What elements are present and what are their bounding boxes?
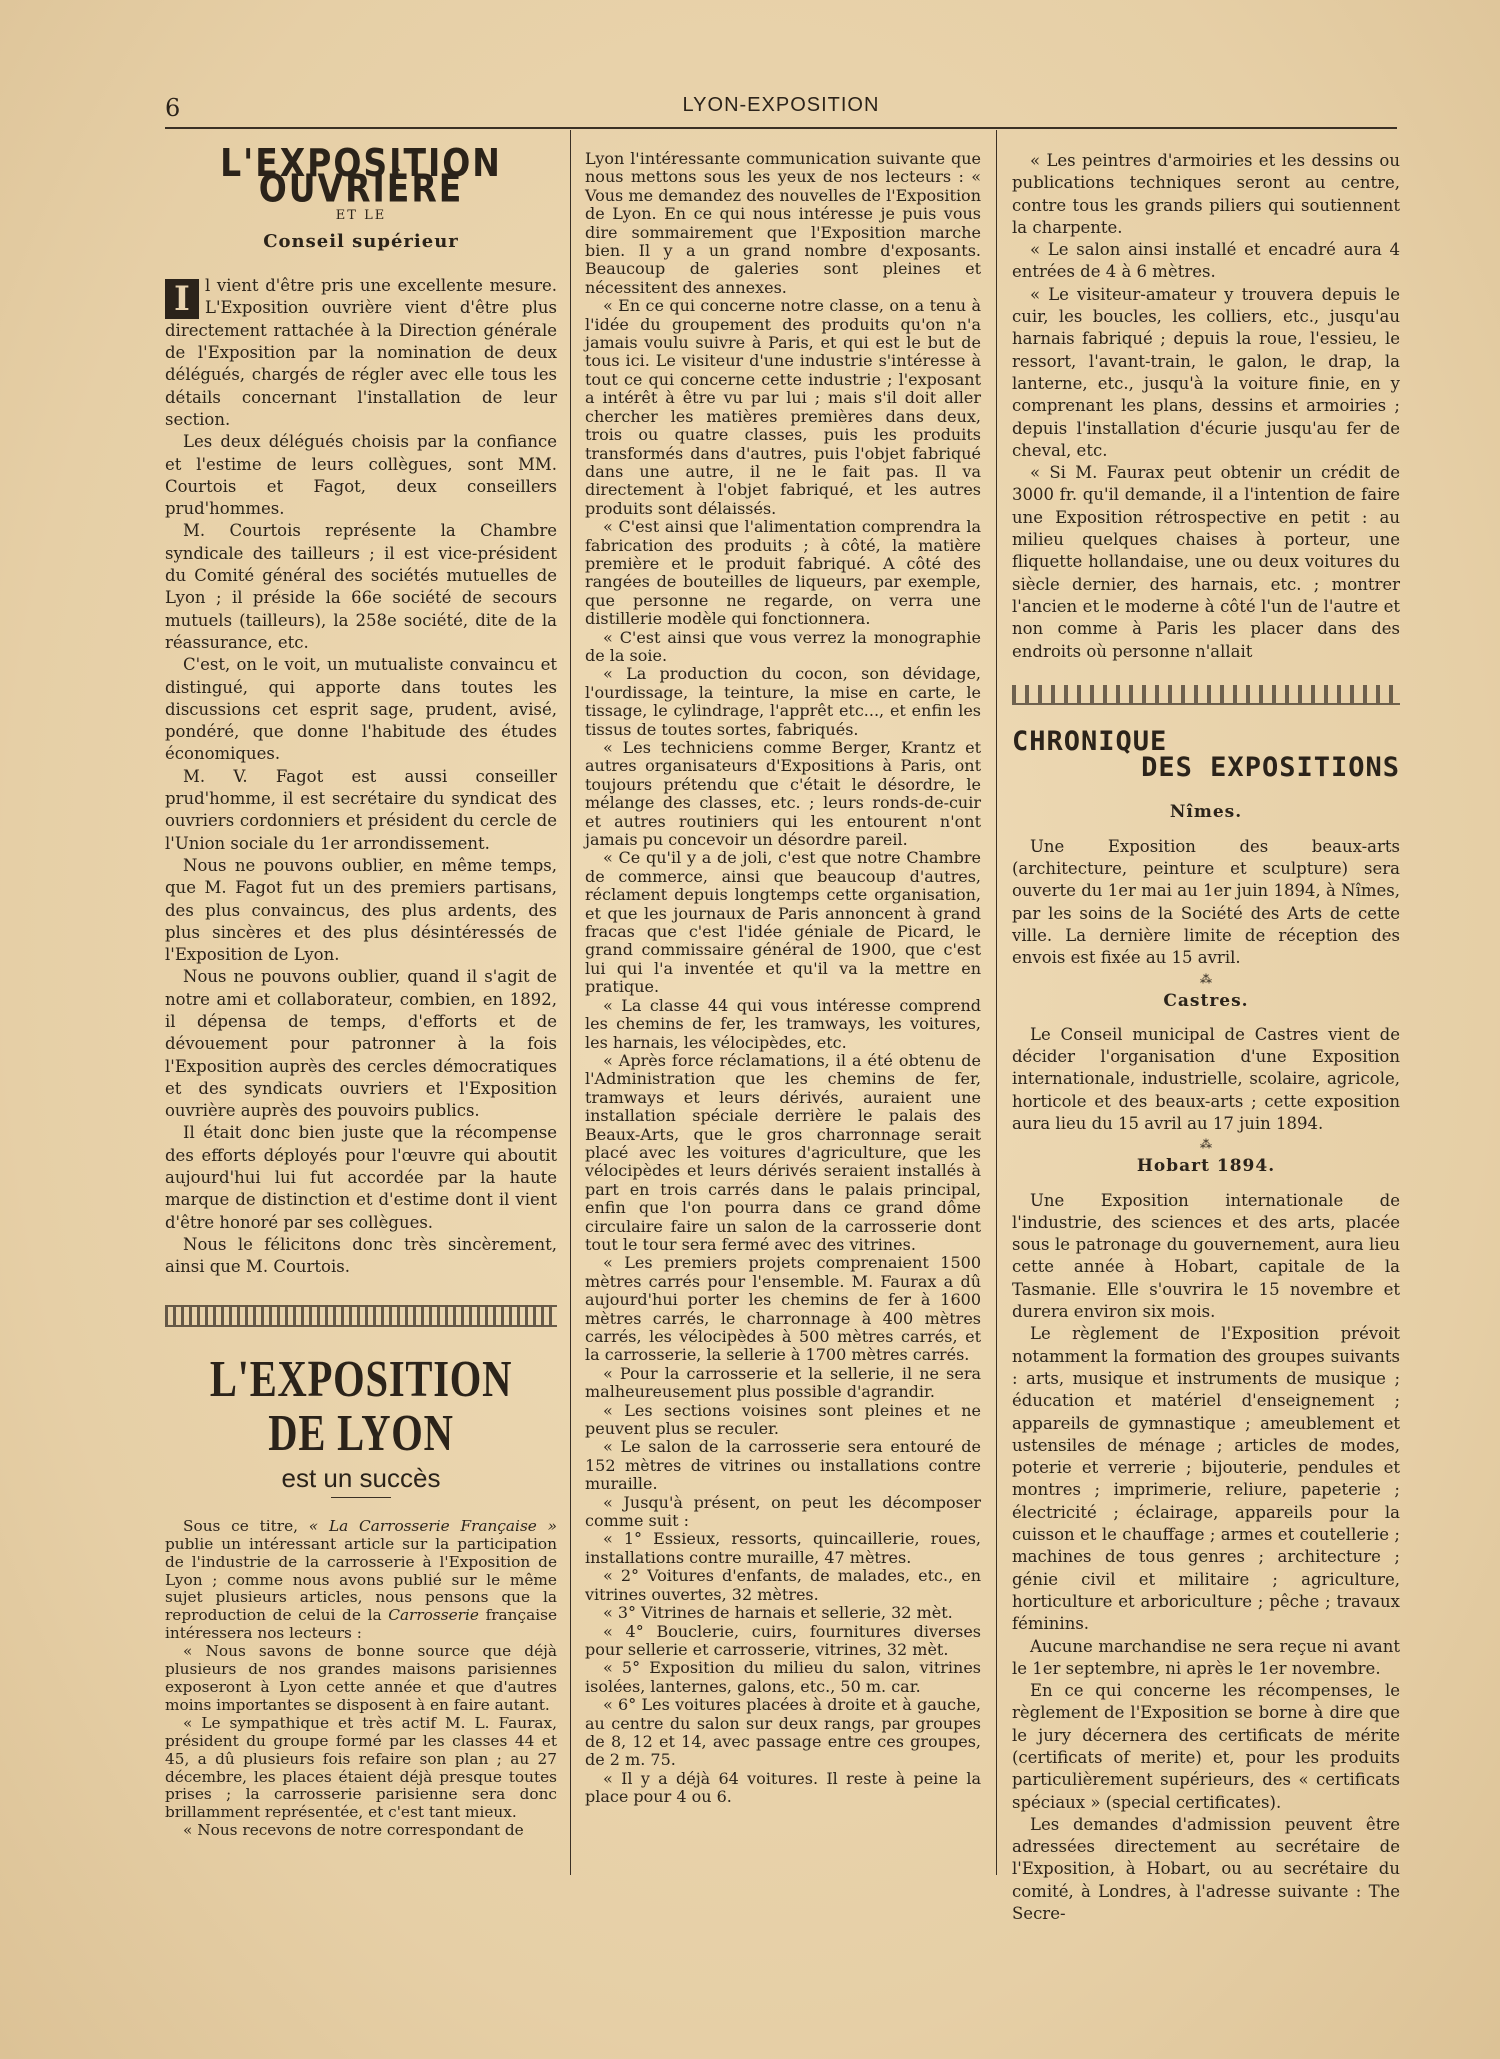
col2-paragraph-13: « Le salon de la carrosserie sera entouré de 152 mètres de vitrines ou installations contre muraille. — [585, 1437, 981, 1494]
col2-paragraph-21: « Il y a déjà 64 voitures. Il reste à peine la place pour 4 ou 6. — [585, 1768, 981, 1807]
page-number: 6 — [165, 94, 181, 122]
header-rule — [165, 127, 1397, 129]
column-3 — [1012, 150, 1400, 1925]
lyon-paragraph-2: « Le sympathique et très actif M. L. Faurax, président du groupe formé par les classes 44 et 45, a dû plusieurs fois refaire son plan ; au 27 décembre, les places étaient déjà presque toutes prises ; la carrosserie parisienne sera donc brillamment représentée, et c'est tant mieux. — [165, 1713, 557, 1822]
article-subhead-conseil: Conseil supérieur — [263, 230, 459, 252]
col2-paragraph-10: « Les premiers projets comprenaient 1500 mètres carrés pour l'ensemble. M. Faurax a dû aujourd'hui porter les chemins de fer à 1600 mètres carrés, le charronnage à 400 mètres carrés, les vélocipèdes à 500 mètres carrés, et la carrosserie, la sellerie à 1700 mètres carrés. — [585, 1253, 981, 1365]
col2-paragraph-18: « 4° Bouclerie, cuirs, fournitures diverses pour sellerie et carrosserie, vitrines, 32 mèt. — [585, 1621, 981, 1659]
section-title-expositions: DES EXPOSITIONS — [1141, 752, 1400, 784]
col2-paragraph-16: « 2° Voitures d'enfants, de malades, etc., en vitrines ouvertes, 32 mètres. — [585, 1566, 981, 1604]
article-headline-exposition-de-lyon: L'EXPOSITION DE LYON — [209, 1350, 513, 1462]
col2-paragraph-12: « Les sections voisines sont pleines et ne peuvent plus se reculer. — [585, 1400, 981, 1439]
col2-paragraph-14: « Jusqu'à présent, on peut les décomposer comme suit : — [585, 1492, 981, 1531]
hobart-paragraph-4: En ce qui concerne les récompenses, le règlement de l'Exposition se borne à dire que le jury décernera des certificats de mérite (certificats of merite) et, pour les produits particulièrement supérieurs, des « certificats spéciaux » (special certificates). — [1012, 1681, 1400, 1812]
article-subhead-succes: est un succès — [281, 1462, 441, 1493]
short-rule — [331, 1497, 391, 1498]
publication-title: « La Carrosserie Française » — [308, 1516, 557, 1535]
col2-paragraph-9: « Après force réclamations, il a été obtenu de l'Administration que les chemins de fer, tramways et leurs dérivés, auraient une installation spéciale derrière le palais des Beaux-Arts, que le gros charronnage serait placé avec les voitures d'agriculture, que les vélocipèdes et leurs dérivés seraient installés à part en trois carrés dans le palais principal, enfin que l'on pourra dans ce grand dôme circulaire faire un salon de la carrosserie dont tout le tour sera fermé avec des vitrines. — [585, 1050, 981, 1254]
paragraph-3: M. Courtois représente la Chambre syndicale des tailleurs ; il est vice-président du Comité général des sociétés mutuelles de Lyon ; il préside la 66e société de secours mutuels (tailleurs), la 258e société, dite de la réassurance, etc. — [165, 521, 557, 652]
col2-paragraph-2: « En ce qui concerne notre classe, on a tenu à l'idée du groupement des produits qu'on n'a jamais voulu suivre à Paris, et qui est le but de tous ici. Le visiteur d'une industrie s'intéresse à tout ce qui concerne cette industrie ; l'exposant a intérêt à être vu par lui ; mais s'il doit aller chercher les matières premières dans deux, trois ou quatre classes, puis les produits transformés dans d'autres, puis l'objet fabriqué dans une autre, il ne le fait pas. Il va directement à l'objet fabriqué, et les autres produits sont délaissés. — [585, 296, 981, 518]
paragraph-9: Nous le félicitons donc très sincèrement, ainsi que M. Courtois. — [165, 1234, 557, 1277]
col2-paragraph-1: Lyon l'intéressante communication suivante que nous mettons sous les yeux de nos lecteurs : « Vous me demandez des nouvelles de l'Exposition de Lyon. En ce qui nous intéresse je puis vous dire sommairement que l'Exposition marche bien. Il y a un grand nombre d'exposants. Beaucoup de galeries sont pleines et nécessitent des annexes. — [585, 149, 981, 297]
paragraph-7: Nous ne pouvons oublier, quand il s'agit de notre ami et collaborateur, combien, en 1892, il dépensa de temps, d'efforts et de dévouement pour patronner à la fois l'Exposition auprès des cercles démocratiques et des syndicats ouvriers et l'Exposition ouvrière auprès des pouvoirs publics. — [165, 967, 557, 1121]
section-title-chronique: CHRONIQUE — [1012, 725, 1168, 757]
col3-paragraph-1: « Les peintres d'armoiries et les dessins ou publications techniques seront au centre, contre tous les grands piliers qui soutiennent la charpente. — [1012, 151, 1400, 237]
page-header — [165, 94, 1397, 124]
paragraph-4: C'est, on le voit, un mutualiste convaincu et distingué, qui apporte dans toutes les discussions cet esprit sage, prudent, avisé, pondéré, que donne l'habitude des études économiques. — [165, 655, 557, 764]
publication-title-2: Carrosserie — [388, 1606, 479, 1625]
col2-paragraph-15: « 1° Essieux, ressorts, quincaillerie, roues, installations contre muraille, 47 mètres. — [585, 1529, 981, 1567]
asterism-2: ⁂ — [1200, 1137, 1212, 1152]
hobart-paragraph-3: Aucune marchandise ne sera reçue ni avant le 1er septembre, ni après le 1er novembre. — [1012, 1636, 1400, 1678]
article-headline-exposition-ouvriere: L'EXPOSITION OUVRIÈRE — [220, 140, 502, 211]
paragraph-5: M. V. Fagot est aussi conseiller prud'homme, il est secrétaire du syndicat des ouvriers cordonniers et président du cercle de l'Union sociale du 1er arrondissement. — [165, 766, 557, 853]
col2-paragraph-6: « Les techniciens comme Berger, Krantz et autres organisateurs d'Expositions à Paris, ont toujours prétendu que c'était le désordre, le mélange des classes, etc. ; leurs ronds-de-cuir et autres routiniers qui les entourent n'ont jamais pu concevoir un désordre pareil. — [585, 738, 981, 850]
paragraph-1: I l vient d'être pris une excellente mesure. L'Exposition ouvrière vient d'être plus directement rattachée à la Direction générale de l'Exposition par la nomination de deux délégués, chargés de régler avec elle tous les détails concernant l'installation de leur section. — [165, 276, 557, 429]
asterism-1: ⁂ — [1200, 971, 1212, 986]
col2-paragraph-4: « C'est ainsi que vous verrez la monographie de la soie. — [585, 627, 981, 665]
city-heading-hobart: Hobart 1894. — [1136, 1156, 1276, 1177]
paragraph-2: Les deux délégués choisis par la confiance et l'estime de leurs collègues, sont MM. Courtois et Fagot, deux conseillers prud'hommes. — [165, 432, 557, 519]
col2-paragraph-5: « La production du cocon, son dévidage, l'ourdissage, la teinture, la mise en carte, le tissage, le cylindrage, l'apprêt etc..., et enfin les tissus de toutes sortes, fabriqués. — [585, 664, 981, 739]
castres-paragraph: Le Conseil municipal de Castres vient de décider l'organisation d'une Exposition internationale, industrielle, scolaire, agricole, horticole et des beaux-arts ; cette exposition aura lieu du 15 avril au 17 juin 1894. — [1012, 1024, 1400, 1133]
ornamental-divider-2 — [1012, 685, 1400, 705]
column-divider-2 — [996, 130, 997, 1875]
col3-paragraph-2: « Le salon ainsi installé et encadré aura 4 entrées de 4 à 6 mètres. — [1012, 240, 1400, 282]
col2-paragraph-8: « La classe 44 qui vous intéresse comprend les chemins de fer, les tramways, les voitures, les harnais, les vélocipèdes, etc. — [585, 995, 981, 1052]
paragraph-6: Nous ne pouvons oublier, en même temps, que M. Fagot fut un des premiers partisans, des plus convaincus, des plus ardents, des plus sincères et des plus désintéressés de l'Exposition de Lyon. — [165, 855, 557, 965]
running-title: LYON-EXPOSITION — [682, 94, 880, 116]
ornamental-divider — [165, 1305, 557, 1327]
column-2 — [585, 150, 981, 1807]
hobart-paragraph-1: Une Exposition internationale de l'industrie, des sciences et des arts, placée sous le patronage du gouvernement, aura lieu cette année à Hobart, capitale de la Tasmanie. Elle s'ouvrira le 15 novembre et durera environ six mois. — [1012, 1190, 1400, 1322]
col2-paragraph-7: « Ce qu'il y a de joli, c'est que notre Chambre de commerce, ainsi que beaucoup d'autres, réclament depuis longtemps cette organisation, et que les journaux de Paris annoncent à grand fracas que c'est l'idée géniale de Picard, le grand commissaire général de 1900, que c'est lui qui l'a inventée et qu'il va la mettre en pratique. — [585, 848, 981, 997]
col2-paragraph-3: « C'est ainsi que l'alimentation comprendra la fabrication des produits ; à côté, la matière première et le produit fabriqué. A côté des rangées de bouteilles de liqueurs, par exemple, que personne ne regarde, on verra une distillerie modèle qui fonctionnera. — [585, 517, 981, 629]
city-heading-nimes: Nîmes. — [1169, 802, 1243, 823]
city-heading-castres: Castres. — [1163, 990, 1249, 1011]
col2-paragraph-20: « 6° Les voitures placées à droite et à gauche, au centre du salon sur deux rangs, par groupes de 8, 12 et 14, avec passage entre ces groupes, de 2 m. 75. — [585, 1695, 981, 1770]
col2-paragraph-11: « Pour la carrosserie et la sellerie, il ne sera malheureusement plus possible d'agrandir. — [585, 1363, 981, 1402]
hobart-paragraph-5: Les demandes d'admission peuvent être adressées directement au secrétaire de l'Exposition, à Hobart, ou au secrétaire du comité, à Londres, à l'adresse suivante : The Secre- — [1012, 1814, 1400, 1924]
lyon-paragraph-1: « Nous savons de bonne source que déjà plusieurs de nos grandes maisons parisiennes exposeront à Lyon cette année et que d'autres moins importantes se disposent à en faire autant. — [165, 1642, 557, 1714]
lyon-paragraph-3: « Nous recevons de notre correspondant de — [183, 1821, 524, 1840]
col3-paragraph-3: « Le visiteur-amateur y trouvera depuis le cuir, les boucles, les colliers, etc., jusqu'au harnais fabriqué ; depuis la roue, l'essieu, le ressort, l'avant-train, le galon, le drap, la lanterne, etc., jusqu'à la voiture finie, en y comprenant les plans, dessins et armoiries ; depuis l'installation d'écurie jusqu'au fer de cheval, etc. — [1012, 284, 1400, 460]
hobart-paragraph-2: Le règlement de l'Exposition prévoit notamment la formation des groupes suivants : arts, musique et instruments de musique ; éducation et matériel d'enseignement ; appareils de gymnastique ; ameublement et ustensiles de ménage ; articles de modes, poterie et verrerie ; bijouterie, pendules et montres ; imprimerie, reliure, papeterie ; électricité ; éclairage, appareils pour la cuisson et le chauffage ; armes et coutellerie ; machines de tous genres ; architecture ; génie civil et militaire ; agriculture, horticulture et arboriculture ; pêche ; travaux féminins. — [1012, 1324, 1400, 1634]
article-subhead-small: ET LE — [335, 207, 387, 223]
drop-cap: I — [165, 279, 199, 319]
col2-paragraph-19: « 5° Exposition du milieu du salon, vitrines isolées, lanternes, galons, etc., 50 m. car. — [585, 1658, 981, 1696]
lyon-intro: Sous ce titre, « La Carrosserie Française » publie un intéressant article sur la participation de l'industrie de la carrosserie à l'Exposition de Lyon ; comme nous avons publié sur le même sujet plusieurs articles, nous pensons que la reproduction de celui de la Carrosserie française intéressera nos lecteurs : — [165, 1516, 557, 1643]
column-divider-1 — [570, 130, 571, 1875]
nimes-paragraph: Une Exposition des beaux-arts (architecture, peinture et sculpture) sera ouverte du 1er mai au 1er juin 1894, à Nîmes, par les soins de la Société des Arts de cette ville. La dernière limite de réception des envois est fixée au 15 avril. — [1012, 836, 1400, 968]
paragraph-8: Il était donc bien juste que la récompense des efforts déployés pour l'œuvre qui aboutit aujourd'hui lui fut accordée par la haute marque de distinction et d'estime dont il vient d'être honoré par ses collègues. — [165, 1123, 557, 1232]
lyon-article-body — [165, 1518, 557, 1840]
col3-paragraph-4: « Si M. Faurax peut obtenir un crédit de 3000 fr. qu'il demande, il a l'intention de faire une Exposition rétrospective en petit : au milieu quelques chaises à porteur, une fliquette hollandaise, une ou deux voitures du siècle dernier, des harnais, etc. ; montrer l'ancien et le moderne à côté l'un de l'autre et non comme à Paris les placer dans des endroits où personne n'allait — [1012, 463, 1400, 661]
col2-paragraph-17: « 3° Vitrines de harnais et sellerie, 32 mèt. — [603, 1603, 953, 1623]
column-1 — [165, 140, 557, 1840]
